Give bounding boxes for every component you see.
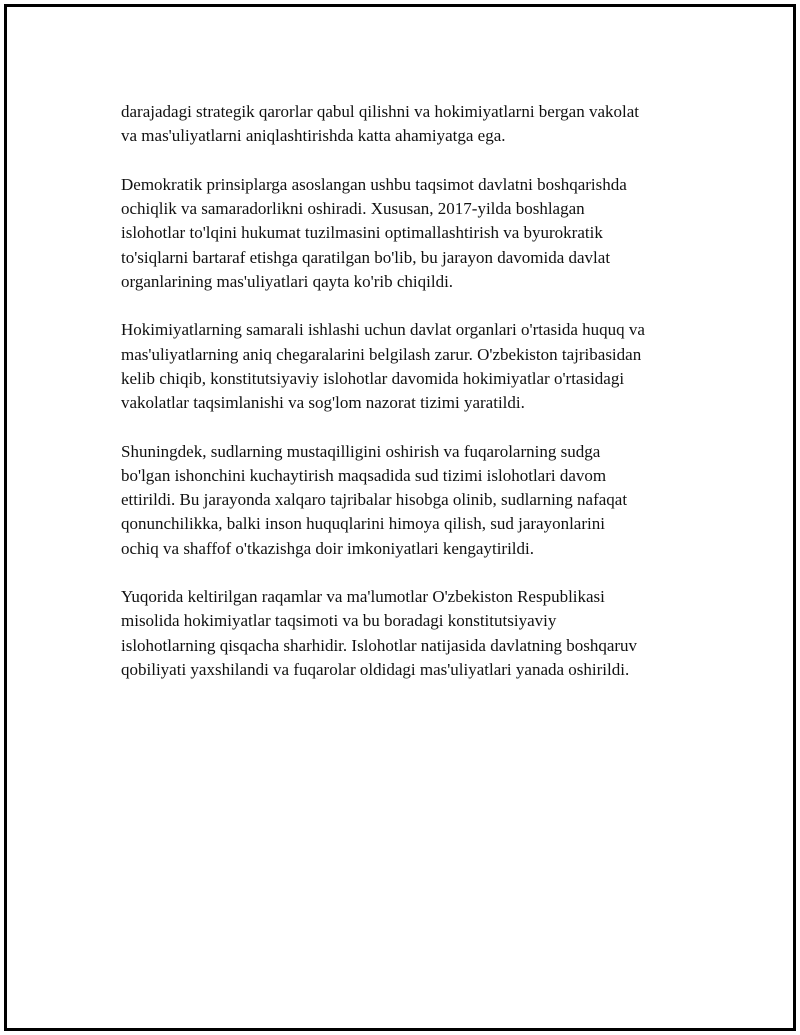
paragraph-2: Demokratik prinsiplarga asoslangan ushbu taqsimot davlatni boshqarishda ochiqlik va samaradorlikni oshiradi. Xususan, 2017-yilda boshlagan islohotlar to'lqini hukumat tuzilmasini optimallashtirish va byurokratik to'siqlarni bartaraf etishga qaratilgan bo'lib, bu jarayon davomida davlat organlarining mas'uliyatlari qayta ko'rib chiqildi.: [121, 174, 627, 291]
paragraph-5: Yuqorida keltirilgan raqamlar va ma'lumotlar O'zbekiston Respublikasi misolida hokimiyatlar taqsimoti va bu boradagi konstitutsiyaviy islohotlarning qisqacha sharhidir. Islohotlar natijasida davlatning boshqaruv qobiliyati yaxshilandi va fuqarolar oldidagi mas'uliyatlari yanada oshirildi.: [121, 587, 638, 679]
paragraph-3: Hokimiyatlarning samarali ishlashi uchun davlat organlari o'rtasida huquq va mas'uliyatlarning aniq chegaralarini belgilash zarur. O'zbekiston tajribasidan kelib chiqib, konstitutsiyaviy islohotlar davomida hokimiyatlar o'rtasidagi vakolatlar taqsimlanishi va sog'lom nazorat tizimi yaratildi.: [121, 320, 645, 413]
page-frame: [4, 4, 796, 1031]
paragraph-1: darajadagi strategik qarorlar qabul qilishni va hokimiyatlarni bergan vakolat va mas'uliyatlarni aniqlashtirishda katta ahamiyatga ega.: [121, 102, 640, 146]
document-body: [121, 100, 701, 707]
paragraph-4: Shuningdek, sudlarning mustaqilligini oshirish va fuqarolarning sudga bo'lgan ishonchini kuchaytirish maqsadida sud tizimi islohotlari davom ettirildi. Bu jarayonda xalqaro tajribalar hisobga olinib, sudlarning nafaqat qonunchilikka, balki inson huquqlarini himoya qilish, sud jarayonlarini ochiq va shaffof o'tkazishga doir imkoniyatlari kengaytirildi.: [121, 441, 628, 558]
